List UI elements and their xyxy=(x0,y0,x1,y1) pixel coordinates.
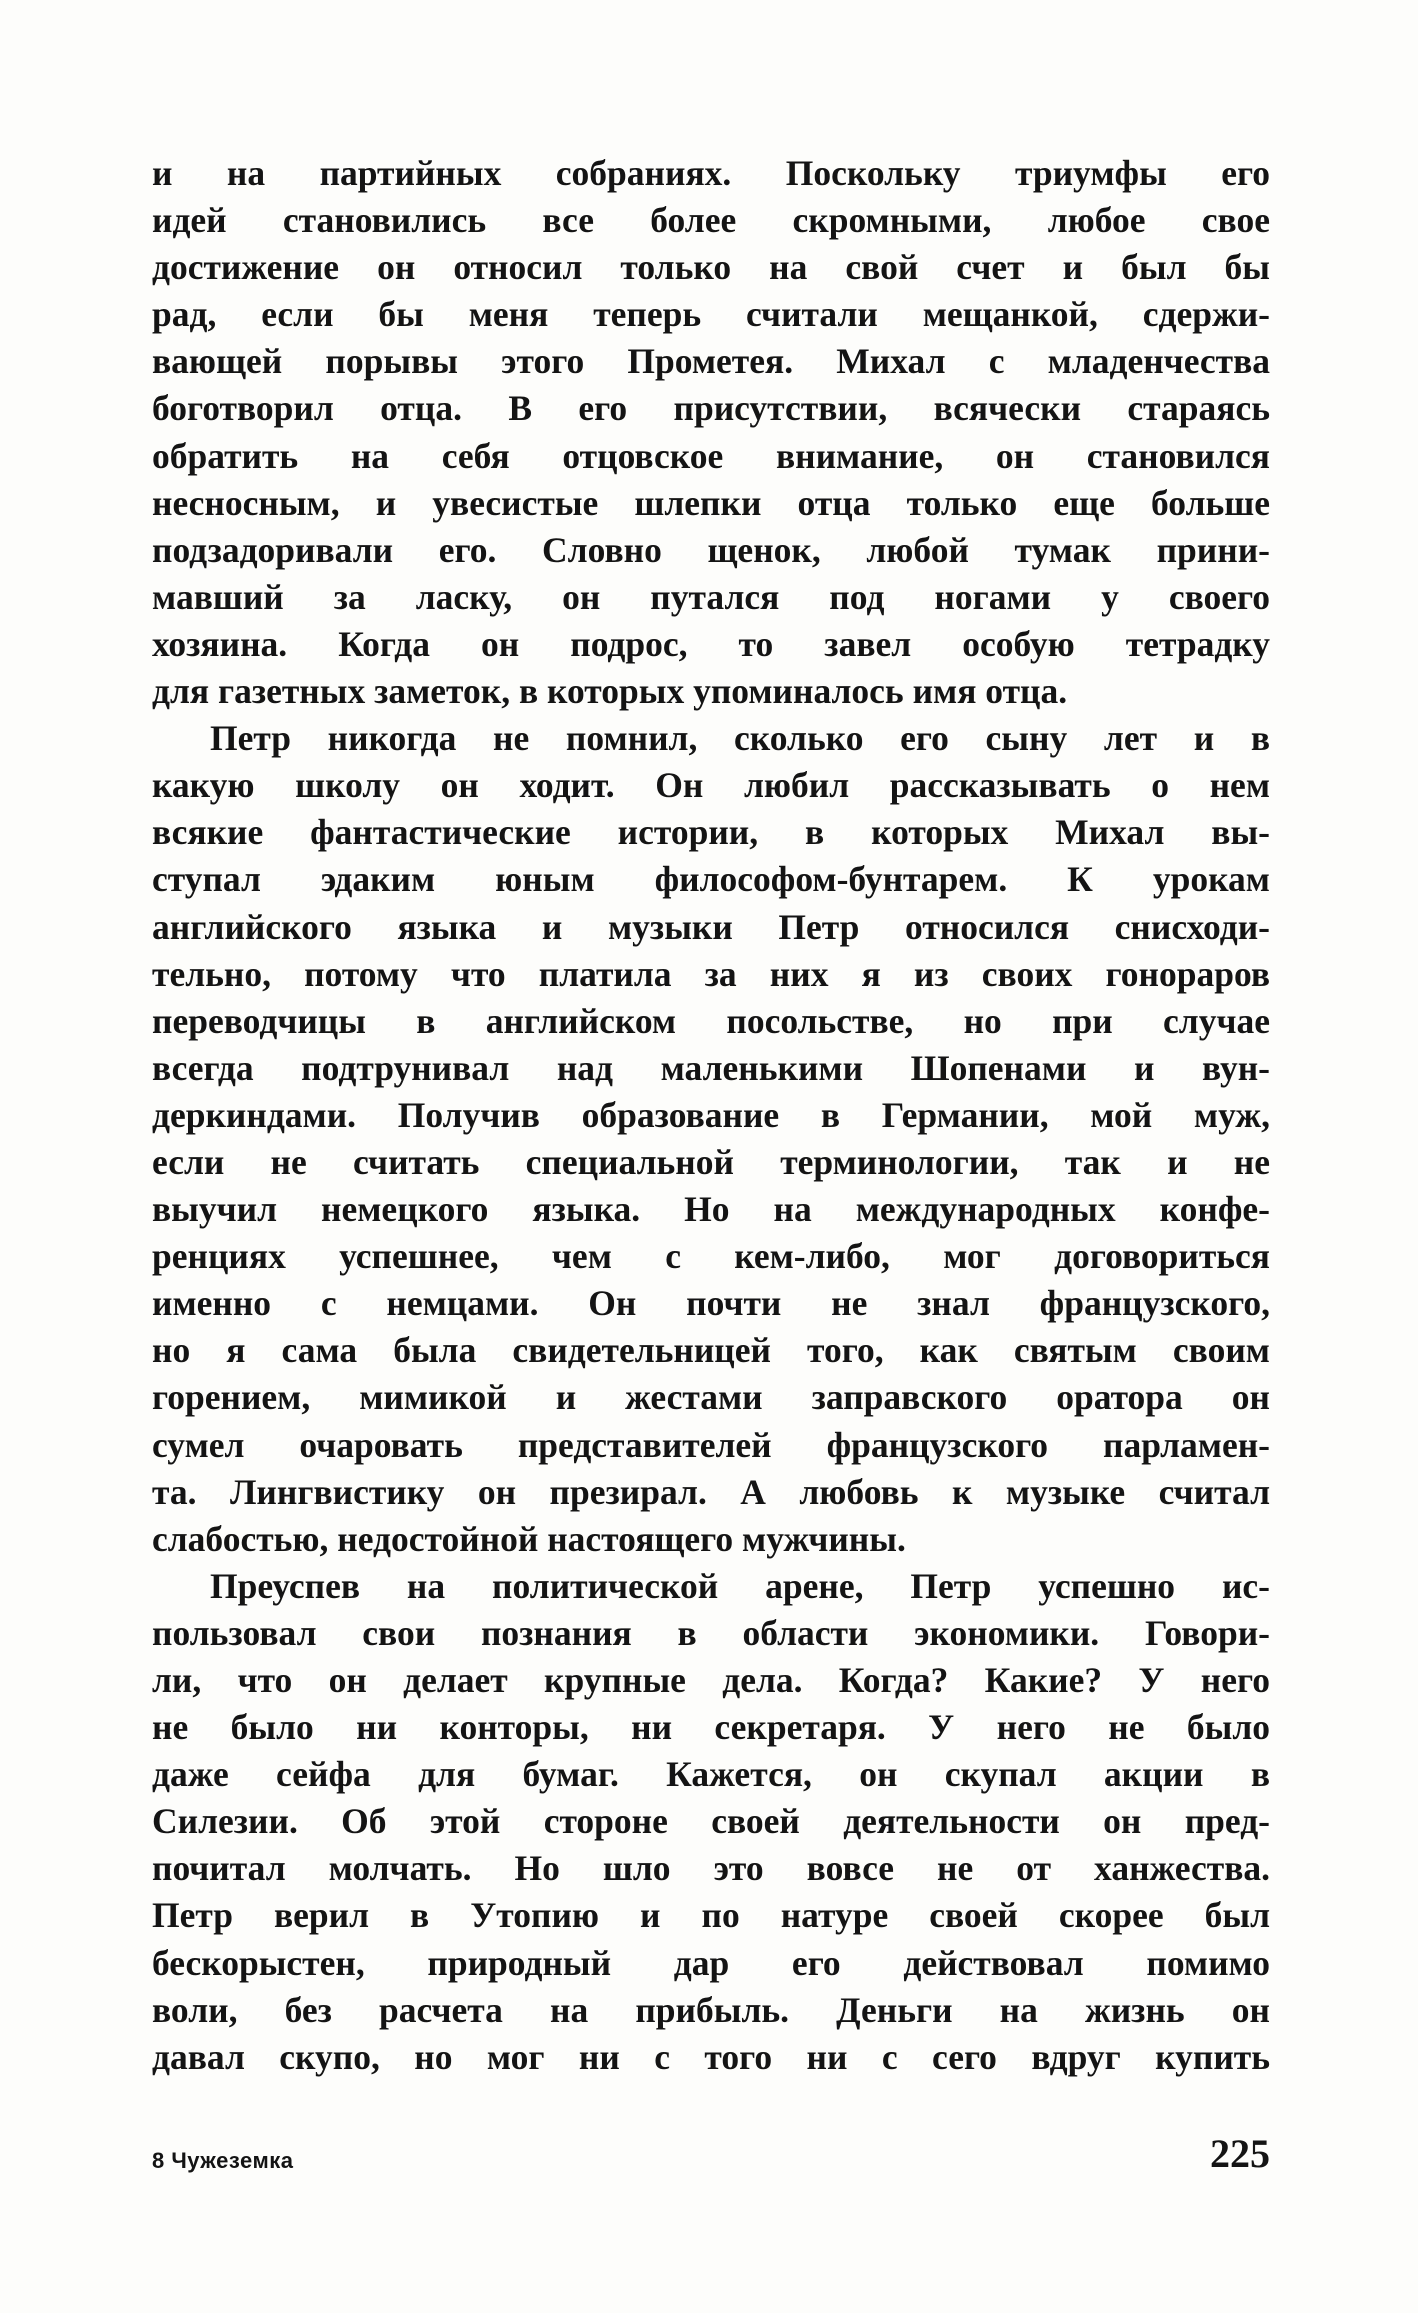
paragraph xyxy=(152,150,1270,715)
text-line: но я сама была свидетельницей того, как святым своим xyxy=(152,1330,1270,1371)
text-line: и на партийных собраниях. Поскольку триумфы его xyxy=(152,153,1270,193)
printer-signature-mark: 8 Чужеземка xyxy=(152,2148,294,2173)
page-footer xyxy=(152,2130,1270,2190)
text-line: именно с немцами. Он почти не знал французского, xyxy=(152,1283,1270,1324)
text-line: хозяина. Когда он подрос, то завел особую тетрадку xyxy=(152,623,1270,664)
text-line: идей становились все более скромными, любое свое xyxy=(152,200,1270,241)
text-line: Преуспев на политической арене, Петр успешно ис- xyxy=(210,1565,1270,1606)
text-line: рад, если бы меня теперь считали мещанкой, сдержи- xyxy=(152,294,1270,335)
text-line: для газетных заметок, в которых упоминалось имя отца. xyxy=(152,671,1068,712)
text-line: горением, мимикой и жестами заправского оратора он xyxy=(152,1377,1270,1418)
text-line: бескорыстен, природный дар его действовал помимо xyxy=(152,1942,1270,1983)
text-line: даже сейфа для бумаг. Кажется, он скупал акции в xyxy=(152,1754,1270,1795)
text-line: достижение он относил только на свой счет и был бы xyxy=(152,247,1270,288)
text-line: переводчицы в английском посольстве, но при случае xyxy=(152,1000,1270,1041)
text-line: пользовал свои познания в области экономики. Говори- xyxy=(152,1612,1270,1653)
text-line: вающей порывы этого Прометея. Михал с младенчества xyxy=(152,341,1270,382)
text-line: несносным, и увесистые шлепки отца только еще больше xyxy=(152,482,1270,523)
text-line: Петр верил в Утопию и по натуре своей скорее был xyxy=(152,1895,1270,1936)
text-line: та. Лингвистику он презирал. А любовь к музыке считал xyxy=(152,1471,1270,1512)
text-line: обратить на себя отцовское внимание, он становился xyxy=(152,435,1270,476)
page-number: 225 xyxy=(1210,2131,1270,2176)
text-line: английского языка и музыки Петр относился снисходи- xyxy=(152,906,1270,947)
text-line: боготворил отца. В его присутствии, всячески стараясь xyxy=(152,388,1270,429)
text-line: давал скупо, но мог ни с того ни с сего вдруг купить xyxy=(152,2036,1270,2077)
text-line: слабостью, недостойной настоящего мужчины. xyxy=(152,1518,906,1559)
text-line: воли, без расчета на прибыль. Деньги на жизнь он xyxy=(152,1989,1270,2030)
text-line: всякие фантастические истории, в которых Михал вы- xyxy=(152,812,1270,853)
text-line: выучил немецкого языка. Но на международных конфе- xyxy=(152,1189,1270,1230)
text-line: ступал эдаким юным философом-бунтарем. К урокам xyxy=(152,859,1270,900)
text-line: ренциях успешнее, чем с кем-либо, мог договориться xyxy=(152,1236,1270,1277)
text-line: почитал молчать. Но шло это вовсе не от ханжества. xyxy=(152,1848,1270,1889)
text-line: если не считать специальной терминологии, так и не xyxy=(152,1141,1270,1182)
text-line: ли, что он делает крупные дела. Когда? Какие? У него xyxy=(152,1660,1270,1700)
text-line: тельно, потому что платила за них я из своих гонораров xyxy=(152,953,1270,994)
page-body-text xyxy=(152,150,1270,2081)
paragraph xyxy=(152,1563,1270,2081)
text-line: Силезии. Об этой стороне своей деятельности он пред- xyxy=(152,1801,1270,1842)
text-line: Петр никогда не помнил, сколько его сыну лет и в xyxy=(210,718,1270,759)
text-line: мавший за ласку, он путался под ногами у своего xyxy=(152,576,1270,617)
text-line: деркиндами. Получив образование в Германии, мой муж, xyxy=(152,1094,1270,1135)
text-line: не было ни конторы, ни секретаря. У него не было xyxy=(152,1707,1270,1748)
text-line: какую школу он ходит. Он любил рассказывать о нем xyxy=(152,765,1270,806)
text-line: всегда подтрунивал над маленькими Шопенами и вун- xyxy=(152,1047,1270,1088)
text-line: подзадоривали его. Словно щенок, любой тумак прини- xyxy=(152,529,1270,570)
text-line: сумел очаровать представителей французского парламен- xyxy=(152,1424,1270,1465)
paragraph xyxy=(152,715,1270,1563)
